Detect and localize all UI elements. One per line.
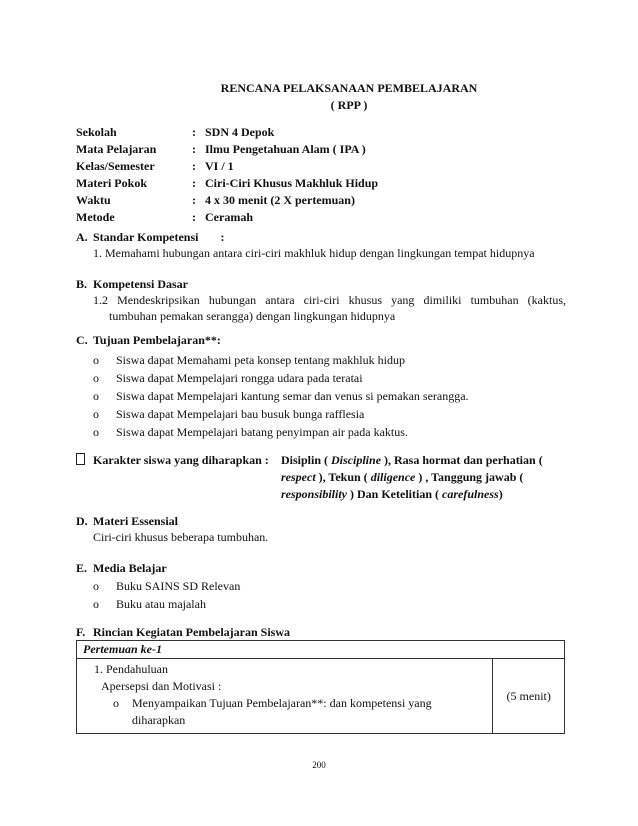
activity-cell [77, 659, 493, 734]
section-heading [76, 276, 566, 292]
kd-line-2: tumbuhan pemakan serangga) dengan lingkungan hidupnya [109, 309, 396, 323]
info-colon: : [192, 176, 196, 190]
bullet-icon: o [93, 353, 99, 367]
list-item-text: Buku atau majalah [116, 597, 206, 611]
section-letter: C. [76, 333, 88, 347]
bullet-icon: o [93, 597, 99, 611]
karakter-text: ) [498, 487, 503, 501]
info-colon: : [192, 210, 196, 224]
kegiatan-table [76, 640, 565, 734]
activity-item-line-1: Menyampaikan Tujuan Pembelajaran**: dan kompetensi yang [132, 696, 432, 710]
info-value: 4 x 30 menit (2 X pertemuan) [205, 193, 355, 207]
info-label: Mata Pelajaran [76, 142, 157, 156]
bullet-icon: o [113, 696, 119, 710]
list-item [93, 405, 566, 423]
section-title: Standar Kompetensi [93, 230, 199, 244]
table-row [77, 659, 565, 734]
karakter-line-1 [281, 452, 569, 469]
info-colon: : [192, 193, 196, 207]
activity-step: 1. Pendahuluan [94, 662, 168, 676]
activity-item [94, 695, 486, 729]
karakter-value [281, 452, 569, 503]
list-item [93, 387, 566, 405]
bullet-icon: o [93, 407, 99, 421]
info-label: Materi Pokok [76, 176, 147, 190]
document-title [0, 80, 638, 114]
list-item-text: Buku SAINS SD Relevan [116, 579, 241, 593]
list-item-text: Siswa dapat Mempelajari bau busuk bunga rafflesia [116, 407, 365, 421]
bullet-icon: o [93, 371, 99, 385]
info-label: Sekolah [76, 125, 117, 139]
karakter-text: ), Tekun ( [315, 470, 371, 484]
tujuan-list [76, 351, 566, 441]
section-heading [76, 229, 566, 245]
info-colon: : [192, 159, 196, 173]
section-title: Materi Essensial [93, 514, 178, 528]
list-item [93, 595, 566, 613]
karakter-label: Karakter siswa yang diharapkan : [93, 453, 269, 467]
activity-subheading: Apersepsi dan Motivasi : [101, 679, 222, 693]
section-standar-kompetensi [76, 229, 566, 261]
bullet-icon: o [93, 389, 99, 403]
karakter-term: respect [281, 470, 316, 484]
karakter-term: diligence [370, 470, 416, 484]
karakter-text: ) Dan Ketelitian ( [347, 487, 443, 501]
section-materi-essensial [76, 513, 566, 545]
section-letter: B. [76, 277, 88, 291]
list-item [93, 577, 566, 595]
section-letter: D. [76, 514, 88, 528]
info-value: SDN 4 Depok [205, 125, 275, 139]
info-value: VI / 1 [205, 159, 234, 173]
section-title: Media Belajar [93, 561, 167, 575]
table-header-cell: Pertemuan ke-1 [77, 641, 565, 659]
section-rincian-kegiatan [76, 624, 566, 640]
section-title: Tujuan Pembelajaran**: [93, 333, 221, 347]
list-item [93, 351, 566, 369]
title-line-2: ( RPP ) [330, 98, 368, 112]
bullet-icon: o [93, 425, 99, 439]
info-colon: : [192, 142, 196, 156]
karakter-line-3 [281, 486, 569, 503]
title-line-1: RENCANA PELAKSANAAN PEMBELAJARAN [220, 81, 478, 95]
list-item-text: Siswa dapat Memahami peta konsep tentang makhluk hidup [116, 353, 405, 367]
karakter-term: responsibility [281, 487, 348, 501]
info-value: Ciri-Ciri Khusus Makhluk Hidup [205, 176, 379, 190]
list-item-text: Siswa dapat Mempelajari batang penyimpan air pada kaktus. [116, 425, 408, 439]
karakter-text: Disiplin ( [281, 453, 332, 467]
section-title: Rincian Kegiatan Pembelajaran Siswa [93, 625, 290, 639]
table-row [77, 641, 565, 659]
section-body: Ciri-ciri khusus beberapa tumbuhan. [93, 530, 269, 544]
karakter-line-2 [281, 469, 569, 486]
info-label: Waktu [76, 193, 111, 207]
activity-item-line-2: diharapkan [132, 713, 186, 727]
time-cell: (5 menit) [493, 659, 565, 734]
karakter-term: carefulness [442, 487, 499, 501]
section-tujuan-pembelajaran [76, 332, 566, 441]
section-body: 1. Memahami hubungan antara ciri-ciri makhluk hidup dengan lingkungan tempat hidupnya [93, 246, 535, 260]
list-item-text: Siswa dapat Mempelajari rongga udara pada teratai [116, 371, 363, 385]
list-item [93, 423, 566, 441]
info-value: Ilmu Pengetahuan Alam ( IPA ) [205, 142, 366, 156]
section-heading [76, 513, 566, 529]
section-media-belajar [76, 560, 566, 613]
section-letter: E. [76, 561, 88, 575]
list-item [93, 369, 566, 387]
section-colon: : [220, 230, 225, 244]
section-letter: F. [76, 625, 86, 639]
section-title: Kompetensi Dasar [93, 277, 188, 291]
info-label: Metode [76, 210, 115, 224]
list-item-text: Siswa dapat Mempelajari kantung semar dan venus si pemakan serangga. [116, 389, 469, 403]
section-heading [76, 624, 566, 640]
karakter-text: ) , Tanggung jawab ( [415, 470, 524, 484]
bullet-icon: o [93, 579, 99, 593]
page-number: 200 [312, 760, 326, 770]
info-value: Ceramah [205, 210, 253, 224]
missing-glyph-icon [76, 453, 85, 465]
karakter-term: Discipline [331, 453, 382, 467]
section-letter: A. [76, 230, 88, 244]
section-heading [76, 560, 566, 576]
media-list [76, 577, 566, 613]
section-heading [76, 332, 566, 348]
karakter-text: ), Rasa hormat dan perhatian ( [381, 453, 543, 467]
section-kompetensi-dasar [76, 276, 566, 324]
kd-line-1: 1.2 Mendeskripsikan hubungan antara ciri-ciri khusus yang dimiliki tumbuhan (kaktus, [93, 293, 566, 307]
info-colon: : [192, 125, 196, 139]
info-label: Kelas/Semester [76, 159, 155, 173]
